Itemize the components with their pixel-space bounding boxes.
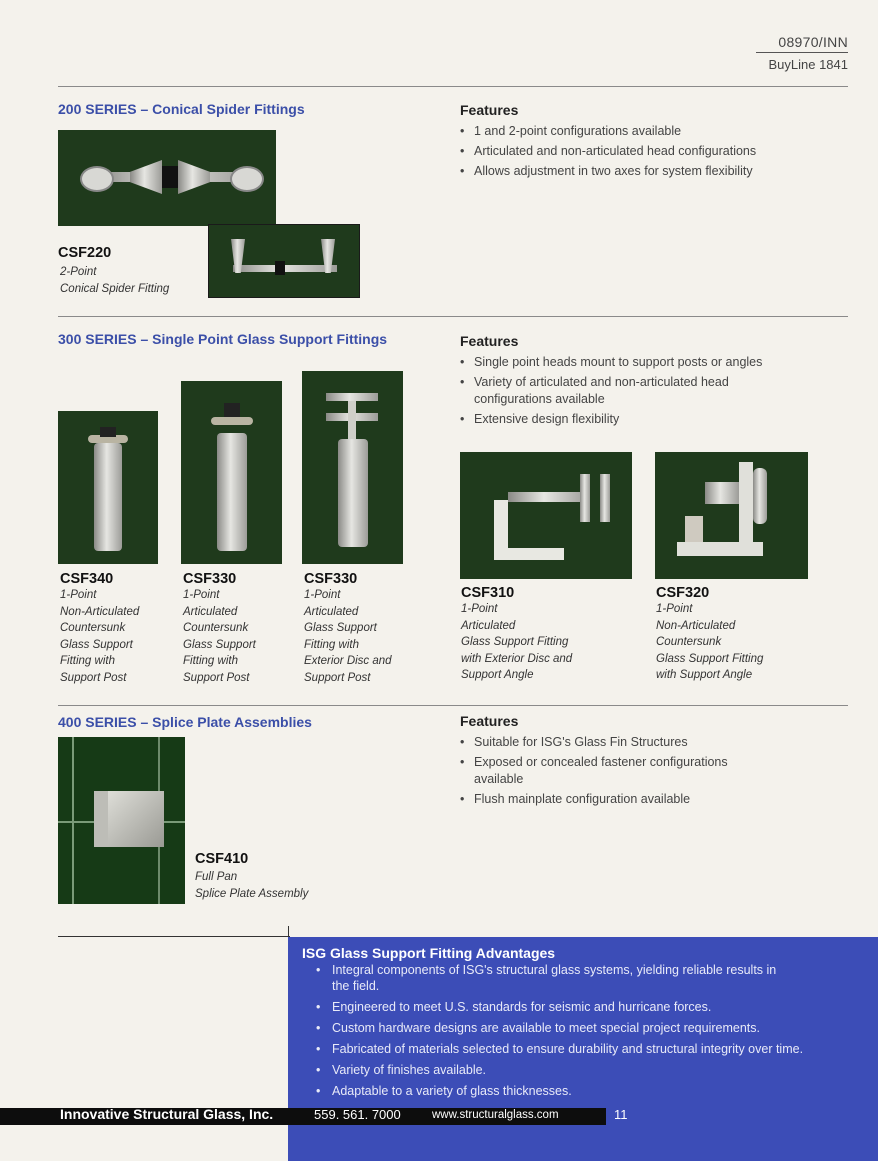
header-divider — [756, 52, 848, 53]
csf220-description: 2-Point Conical Spider Fitting — [60, 266, 170, 295]
series-400-title: 400 SERIES – Splice Plate Assemblies — [58, 714, 312, 730]
feature-item: • Flush mainplate configuration available — [460, 791, 770, 808]
csf330-description: 1-Point Articulated Countersunk Glass Support Fitting with Support Post — [183, 589, 256, 684]
csf220-code: CSF220 — [58, 245, 112, 261]
section-divider — [58, 316, 848, 317]
csf310-photo — [460, 452, 632, 579]
csf330-code: CSF330 — [183, 571, 237, 587]
website-url: www.structuralglass.com — [432, 1109, 559, 1121]
feature-item: • Allows adjustment in two axes for system flexibility — [460, 163, 800, 180]
section-divider — [58, 936, 290, 937]
csf320-photo — [655, 452, 808, 579]
csf340-description: 1-Point Non-Articulated Countersunk Glass Support Fitting with Support Post — [60, 589, 140, 684]
csf410-code: CSF410 — [195, 851, 249, 867]
series-300-features-title: Features — [460, 333, 519, 349]
csf330-exterior-disc-caption — [304, 571, 392, 686]
csf410-photo — [58, 737, 185, 904]
advantage-item: • Custom hardware designs are available to meet special project requirements. — [316, 1020, 872, 1036]
csf320-description: 1-Point Non-Articulated Countersunk Glass Support Fitting with Support Angle — [656, 603, 764, 681]
csf310-code: CSF310 — [461, 585, 515, 601]
document-code: 08970/INN — [778, 34, 848, 50]
company-name: Innovative Structural Glass, Inc. — [60, 1106, 274, 1122]
csf330-exterior-disc-photo — [302, 371, 403, 564]
csf320-code: CSF320 — [656, 585, 710, 601]
csf330-articulated-photo — [181, 381, 282, 564]
buyline-number: BuyLine 1841 — [768, 57, 848, 72]
csf220-photo-main — [58, 130, 276, 226]
series-300-title: 300 SERIES – Single Point Glass Support Fittings — [58, 331, 388, 347]
section-divider — [58, 86, 848, 87]
series-200-features-list — [460, 123, 800, 183]
csf340-caption — [60, 571, 139, 686]
series-400-features-list — [460, 734, 770, 811]
advantages-list — [316, 962, 872, 1104]
csf330-description: 1-Point Articulated Glass Support Fitting with Exterior Disc and Support Post — [304, 589, 392, 684]
feature-item: • Variety of articulated and non-articulated head configurations available — [460, 374, 790, 408]
csf340-code: CSF340 — [60, 571, 114, 587]
csf310-caption — [461, 585, 572, 684]
feature-item: • Exposed or concealed fastener configurations available — [460, 754, 770, 788]
advantage-item: • Variety of finishes available. — [316, 1062, 872, 1078]
section-divider — [58, 705, 848, 706]
csf220-photo-detail — [208, 224, 360, 298]
feature-item: • Articulated and non-articulated head configurations — [460, 143, 800, 160]
feature-item: • Suitable for ISG's Glass Fin Structures — [460, 734, 770, 751]
page-number: 11 — [614, 1107, 628, 1122]
advantage-item: • Integral components of ISG's structural glass systems, yielding reliable results in the field. — [316, 962, 782, 994]
advantages-title: ISG Glass Support Fitting Advantages — [302, 945, 556, 961]
advantage-item: • Adaptable to a variety of glass thicknesses. — [316, 1083, 872, 1099]
feature-item: • Single point heads mount to support posts or angles — [460, 354, 790, 371]
csf320-caption — [656, 585, 763, 684]
series-300-features-list — [460, 354, 790, 431]
phone-number: 559. 561. 7000 — [314, 1107, 401, 1122]
csf330-articulated-caption — [183, 571, 256, 686]
feature-item: • Extensive design flexibility — [460, 411, 790, 428]
feature-item: • 1 and 2-point configurations available — [460, 123, 800, 140]
csf310-description: 1-Point Articulated Glass Support Fitting with Exterior Disc and Support Angle — [461, 603, 573, 681]
advantage-item: • Engineered to meet U.S. standards for seismic and hurricane forces. — [316, 999, 872, 1015]
series-200-title: 200 SERIES – Conical Spider Fittings — [58, 101, 305, 117]
csf410-description: Full Pan Splice Plate Assembly — [195, 871, 309, 900]
csf340-photo — [58, 411, 158, 564]
csf330-code: CSF330 — [304, 571, 358, 587]
series-200-features-title: Features — [460, 102, 519, 118]
series-400-features-title: Features — [460, 713, 519, 729]
advantage-item: • Fabricated of materials selected to ensure durability and structural integrity over time. — [316, 1041, 872, 1057]
